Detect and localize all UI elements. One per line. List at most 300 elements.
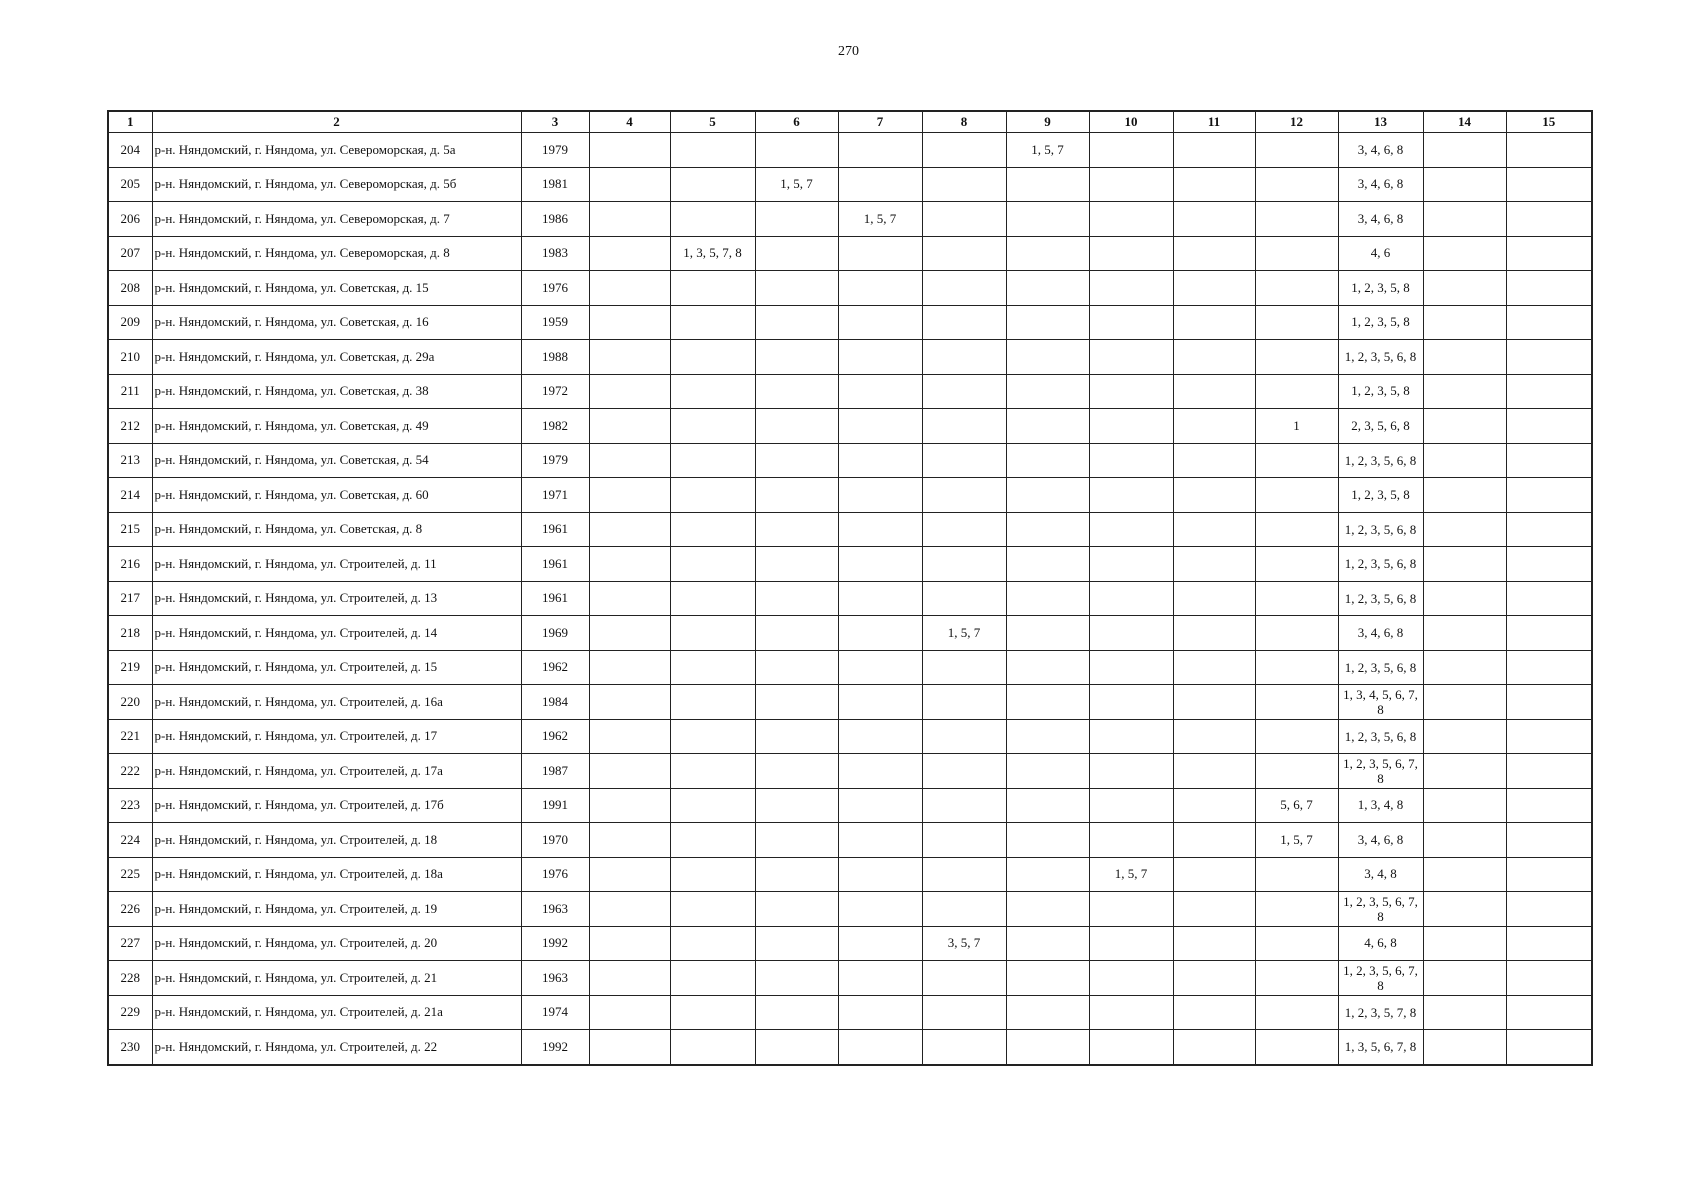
table-cell (755, 547, 838, 582)
table-cell (1006, 961, 1089, 996)
row-number-cell: 205 (108, 167, 152, 202)
table-cell (1255, 236, 1338, 271)
table-row (108, 961, 1592, 996)
table-cell (1506, 788, 1592, 823)
table-cell: 1, 5, 7 (1255, 823, 1338, 858)
table-cell (1255, 926, 1338, 961)
table-cell (1423, 271, 1506, 306)
table-cell: 1, 2, 3, 5, 6, 8 (1338, 512, 1423, 547)
table-cell (1173, 926, 1255, 961)
table-cell (1506, 995, 1592, 1030)
address-cell: р-н. Няндомский, г. Няндома, ул. Советская, д. 15 (152, 271, 521, 306)
table-row (108, 271, 1592, 306)
table-cell (1089, 1030, 1173, 1065)
table-cell: 1, 3, 4, 8 (1338, 788, 1423, 823)
year-cell: 1961 (521, 581, 589, 616)
table-cell (1506, 409, 1592, 444)
column-header-1: 1 (108, 111, 152, 133)
column-header-4: 4 (589, 111, 670, 133)
table-cell (1089, 374, 1173, 409)
table-cell (922, 236, 1006, 271)
table-cell (1006, 409, 1089, 444)
table-cell (838, 719, 922, 754)
address-cell: р-н. Няндомский, г. Няндома, ул. Строителей, д. 22 (152, 1030, 521, 1065)
table-cell (838, 409, 922, 444)
table-cell (670, 167, 755, 202)
table-cell (1506, 305, 1592, 340)
row-number-cell: 207 (108, 236, 152, 271)
table-cell (1255, 271, 1338, 306)
table-cell (589, 478, 670, 513)
table-cell (1506, 650, 1592, 685)
column-header-5: 5 (670, 111, 755, 133)
year-cell: 1976 (521, 271, 589, 306)
year-cell: 1962 (521, 719, 589, 754)
row-number-cell: 214 (108, 478, 152, 513)
column-header-2: 2 (152, 111, 521, 133)
address-cell: р-н. Няндомский, г. Няндома, ул. Строителей, д. 14 (152, 616, 521, 651)
table-cell (1173, 995, 1255, 1030)
table-cell (1506, 892, 1592, 927)
table-cell (838, 271, 922, 306)
year-cell: 1984 (521, 685, 589, 720)
row-number-cell: 226 (108, 892, 152, 927)
table-cell: 3, 4, 6, 8 (1338, 167, 1423, 202)
table-row (108, 926, 1592, 961)
year-cell: 1963 (521, 961, 589, 996)
table-cell (1506, 926, 1592, 961)
table-cell: 1, 3, 5, 6, 7, 8 (1338, 1030, 1423, 1065)
table-cell (1006, 443, 1089, 478)
table-cell (1173, 685, 1255, 720)
table-cell (1423, 857, 1506, 892)
table-row (108, 167, 1592, 202)
table-cell (670, 926, 755, 961)
row-number-cell: 211 (108, 374, 152, 409)
column-header-13: 13 (1338, 111, 1423, 133)
table-cell (589, 305, 670, 340)
table-cell (755, 857, 838, 892)
table-cell (1506, 685, 1592, 720)
table-cell (1506, 1030, 1592, 1065)
table-cell (1423, 616, 1506, 651)
table-cell (1423, 409, 1506, 444)
table-cell (922, 685, 1006, 720)
table-cell (922, 167, 1006, 202)
address-cell: р-н. Няндомский, г. Няндома, ул. Североморская, д. 5а (152, 133, 521, 168)
table-cell (1006, 719, 1089, 754)
year-cell: 1982 (521, 409, 589, 444)
table-cell: 4, 6, 8 (1338, 926, 1423, 961)
table-cell (755, 754, 838, 789)
table-cell (1506, 236, 1592, 271)
table-cell (1255, 305, 1338, 340)
table-cell (1423, 754, 1506, 789)
table-cell (1173, 409, 1255, 444)
row-number-cell: 220 (108, 685, 152, 720)
table-cell (589, 892, 670, 927)
table-cell (922, 857, 1006, 892)
table-cell (1506, 340, 1592, 375)
table-cell: 1, 2, 3, 5, 7, 8 (1338, 995, 1423, 1030)
table-cell (1173, 202, 1255, 237)
table-cell (1255, 892, 1338, 927)
table-cell (922, 995, 1006, 1030)
table-cell (1006, 685, 1089, 720)
table-cell (1423, 581, 1506, 616)
table-cell (1089, 271, 1173, 306)
table-cell (1173, 478, 1255, 513)
table-cell (670, 857, 755, 892)
table-row (108, 236, 1592, 271)
table-cell (670, 202, 755, 237)
table-cell (670, 547, 755, 582)
table-cell (755, 995, 838, 1030)
table-cell (755, 305, 838, 340)
address-cell: р-н. Няндомский, г. Няндома, ул. Строителей, д. 17б (152, 788, 521, 823)
table-cell (755, 581, 838, 616)
table-cell (1423, 685, 1506, 720)
table-row (108, 788, 1592, 823)
table-cell (922, 478, 1006, 513)
year-cell: 1988 (521, 340, 589, 375)
table-cell (1173, 133, 1255, 168)
table-header (108, 111, 1592, 133)
column-header-11: 11 (1173, 111, 1255, 133)
table-cell (922, 961, 1006, 996)
table-cell (1006, 754, 1089, 789)
table-cell (1089, 961, 1173, 996)
table-cell (1089, 340, 1173, 375)
table-cell (1089, 443, 1173, 478)
table-cell (1423, 443, 1506, 478)
table-cell (589, 926, 670, 961)
table-cell (1006, 167, 1089, 202)
table-cell (1089, 685, 1173, 720)
address-cell: р-н. Няндомский, г. Няндома, ул. Советская, д. 54 (152, 443, 521, 478)
table-cell: 1, 2, 3, 5, 8 (1338, 374, 1423, 409)
table-cell (922, 443, 1006, 478)
table-cell: 3, 4, 6, 8 (1338, 133, 1423, 168)
table-cell (1423, 719, 1506, 754)
table-cell: 1, 5, 7 (755, 167, 838, 202)
table-cell (1423, 995, 1506, 1030)
table-cell: 1, 5, 7 (922, 616, 1006, 651)
table-cell (922, 892, 1006, 927)
table-cell (589, 1030, 670, 1065)
address-cell: р-н. Няндомский, г. Няндома, ул. Советская, д. 60 (152, 478, 521, 513)
table-cell (838, 857, 922, 892)
table-cell (1506, 133, 1592, 168)
table-cell (1173, 754, 1255, 789)
table-cell (1423, 650, 1506, 685)
table-cell: 1, 2, 3, 5, 8 (1338, 478, 1423, 513)
table-cell (838, 374, 922, 409)
table-cell (838, 167, 922, 202)
table-row (108, 443, 1592, 478)
table-cell (1006, 547, 1089, 582)
table-cell (755, 202, 838, 237)
column-header-15: 15 (1506, 111, 1592, 133)
year-cell: 1981 (521, 167, 589, 202)
table-cell (755, 650, 838, 685)
address-cell: р-н. Няндомский, г. Няндома, ул. Советская, д. 16 (152, 305, 521, 340)
table-cell (1255, 616, 1338, 651)
table-cell (1173, 823, 1255, 858)
table-cell (589, 374, 670, 409)
table-cell (1423, 1030, 1506, 1065)
table-cell (838, 616, 922, 651)
table-cell (1506, 616, 1592, 651)
table-cell (1255, 374, 1338, 409)
table-cell (1255, 443, 1338, 478)
table-cell (755, 1030, 838, 1065)
table-cell (838, 926, 922, 961)
table-cell (838, 478, 922, 513)
year-cell: 1976 (521, 857, 589, 892)
table-cell (1089, 823, 1173, 858)
table-cell (838, 754, 922, 789)
table-cell (1006, 926, 1089, 961)
table-cell (589, 512, 670, 547)
table-cell (1006, 236, 1089, 271)
address-cell: р-н. Няндомский, г. Няндома, ул. Строителей, д. 21а (152, 995, 521, 1030)
table-cell (670, 823, 755, 858)
table-cell (1089, 202, 1173, 237)
table-cell (670, 719, 755, 754)
year-cell: 1972 (521, 374, 589, 409)
table-cell (1506, 719, 1592, 754)
table-row (108, 305, 1592, 340)
table-cell (1506, 167, 1592, 202)
column-header-8: 8 (922, 111, 1006, 133)
table-cell (922, 719, 1006, 754)
table-cell (755, 961, 838, 996)
row-number-cell: 208 (108, 271, 152, 306)
table-row (108, 754, 1592, 789)
year-cell: 1961 (521, 547, 589, 582)
table-cell (1173, 616, 1255, 651)
row-number-cell: 215 (108, 512, 152, 547)
row-number-cell: 222 (108, 754, 152, 789)
table-cell (670, 133, 755, 168)
table-cell (1006, 823, 1089, 858)
table-cell (589, 547, 670, 582)
year-cell: 1991 (521, 788, 589, 823)
table-cell (838, 581, 922, 616)
address-cell: р-н. Няндомский, г. Няндома, ул. Советская, д. 8 (152, 512, 521, 547)
table-cell: 1, 3, 5, 7, 8 (670, 236, 755, 271)
table-cell (1173, 547, 1255, 582)
table-cell (755, 271, 838, 306)
table-row (108, 512, 1592, 547)
table-cell (1089, 409, 1173, 444)
table-cell (589, 995, 670, 1030)
table-row (108, 823, 1592, 858)
table-cell (670, 305, 755, 340)
row-number-cell: 219 (108, 650, 152, 685)
table-row (108, 478, 1592, 513)
table-cell (1255, 961, 1338, 996)
table-cell (1089, 719, 1173, 754)
year-cell: 1961 (521, 512, 589, 547)
table-cell (1173, 512, 1255, 547)
year-cell: 1979 (521, 133, 589, 168)
row-number-cell: 206 (108, 202, 152, 237)
table-cell (838, 823, 922, 858)
table-cell (1173, 340, 1255, 375)
table-cell (670, 754, 755, 789)
row-number-cell: 213 (108, 443, 152, 478)
table-cell (1423, 340, 1506, 375)
table-cell (1255, 719, 1338, 754)
address-cell: р-н. Няндомский, г. Няндома, ул. Североморская, д. 8 (152, 236, 521, 271)
table-row (108, 547, 1592, 582)
table-cell (589, 788, 670, 823)
table-cell (589, 685, 670, 720)
table-cell: 4, 6 (1338, 236, 1423, 271)
table-cell (1423, 961, 1506, 996)
table-cell: 1, 5, 7 (838, 202, 922, 237)
header-row (108, 111, 1592, 133)
column-header-9: 9 (1006, 111, 1089, 133)
table-cell (1255, 167, 1338, 202)
table-cell (1089, 926, 1173, 961)
table-cell (589, 202, 670, 237)
table-cell (670, 409, 755, 444)
table-cell: 2, 3, 5, 6, 8 (1338, 409, 1423, 444)
table-cell (1506, 581, 1592, 616)
table-row (108, 340, 1592, 375)
table-cell (1506, 374, 1592, 409)
table-cell (1006, 512, 1089, 547)
table-cell (1089, 788, 1173, 823)
table-cell (670, 788, 755, 823)
table-cell (1423, 236, 1506, 271)
table-cell (589, 167, 670, 202)
table-cell (1255, 547, 1338, 582)
table-cell (670, 271, 755, 306)
table-row (108, 581, 1592, 616)
table-cell (1506, 823, 1592, 858)
table-cell (1089, 616, 1173, 651)
row-number-cell: 209 (108, 305, 152, 340)
table-cell (589, 719, 670, 754)
table-cell (589, 857, 670, 892)
table-cell (755, 719, 838, 754)
table-cell (1173, 236, 1255, 271)
table-cell (670, 995, 755, 1030)
table-cell: 1, 2, 3, 5, 8 (1338, 271, 1423, 306)
table-cell (1255, 754, 1338, 789)
table-cell (589, 754, 670, 789)
table-cell (1423, 305, 1506, 340)
table-cell: 1, 2, 3, 5, 8 (1338, 305, 1423, 340)
table-cell (1006, 581, 1089, 616)
address-cell: р-н. Няндомский, г. Няндома, ул. Советская, д. 49 (152, 409, 521, 444)
table-cell (922, 547, 1006, 582)
address-cell: р-н. Няндомский, г. Няндома, ул. Строителей, д. 18а (152, 857, 521, 892)
table-cell: 1, 5, 7 (1006, 133, 1089, 168)
table-cell: 1, 2, 3, 5, 6, 8 (1338, 719, 1423, 754)
table-row (108, 995, 1592, 1030)
table-cell: 3, 5, 7 (922, 926, 1006, 961)
row-number-cell: 229 (108, 995, 152, 1030)
table-cell (922, 305, 1006, 340)
table-cell: 1, 2, 3, 5, 6, 8 (1338, 443, 1423, 478)
table-cell (670, 892, 755, 927)
table-cell (755, 512, 838, 547)
table-cell: 5, 6, 7 (1255, 788, 1338, 823)
table-cell: 1, 2, 3, 5, 6, 7, 8 (1338, 961, 1423, 996)
address-cell: р-н. Няндомский, г. Няндома, ул. Строителей, д. 18 (152, 823, 521, 858)
table-cell (922, 374, 1006, 409)
address-cell: р-н. Няндомский, г. Няндома, ул. Строителей, д. 21 (152, 961, 521, 996)
table-cell (838, 788, 922, 823)
table-cell (1255, 202, 1338, 237)
table-cell (1173, 1030, 1255, 1065)
table-cell (1006, 478, 1089, 513)
table-cell (922, 823, 1006, 858)
table-cell (1006, 340, 1089, 375)
table-cell: 1, 2, 3, 5, 6, 8 (1338, 581, 1423, 616)
year-cell: 1992 (521, 1030, 589, 1065)
year-cell: 1992 (521, 926, 589, 961)
address-cell: р-н. Няндомский, г. Няндома, ул. Строителей, д. 19 (152, 892, 521, 927)
table-cell (1173, 581, 1255, 616)
table-cell (838, 1030, 922, 1065)
table-cell (1089, 167, 1173, 202)
table-cell (922, 650, 1006, 685)
table-cell (1006, 616, 1089, 651)
address-cell: р-н. Няндомский, г. Няндома, ул. Строителей, д. 20 (152, 926, 521, 961)
row-number-cell: 223 (108, 788, 152, 823)
table-cell (1423, 167, 1506, 202)
table-cell (670, 340, 755, 375)
table-cell (755, 788, 838, 823)
address-cell: р-н. Няндомский, г. Няндома, ул. Советская, д. 38 (152, 374, 521, 409)
table-cell: 1, 2, 3, 5, 6, 8 (1338, 650, 1423, 685)
row-number-cell: 230 (108, 1030, 152, 1065)
table-cell (755, 616, 838, 651)
column-header-7: 7 (838, 111, 922, 133)
table-cell (755, 443, 838, 478)
table-cell (1506, 961, 1592, 996)
table-cell (1173, 374, 1255, 409)
row-number-cell: 212 (108, 409, 152, 444)
address-cell: р-н. Няндомский, г. Няндома, ул. Строителей, д. 16а (152, 685, 521, 720)
table-cell: 1, 2, 3, 5, 6, 8 (1338, 340, 1423, 375)
year-cell: 1963 (521, 892, 589, 927)
table-cell (1089, 650, 1173, 685)
table-cell (1089, 995, 1173, 1030)
table-cell (1255, 512, 1338, 547)
table-cell (589, 340, 670, 375)
table-cell (1173, 892, 1255, 927)
table-cell (1423, 202, 1506, 237)
table-cell (1006, 271, 1089, 306)
row-number-cell: 224 (108, 823, 152, 858)
table-cell (1255, 857, 1338, 892)
table-cell: 1 (1255, 409, 1338, 444)
table-cell (670, 443, 755, 478)
table-cell (1255, 133, 1338, 168)
address-cell: р-н. Няндомский, г. Няндома, ул. Североморская, д. 7 (152, 202, 521, 237)
table-cell (1173, 443, 1255, 478)
table-cell (1423, 547, 1506, 582)
table-cell (1006, 202, 1089, 237)
table-row (108, 616, 1592, 651)
